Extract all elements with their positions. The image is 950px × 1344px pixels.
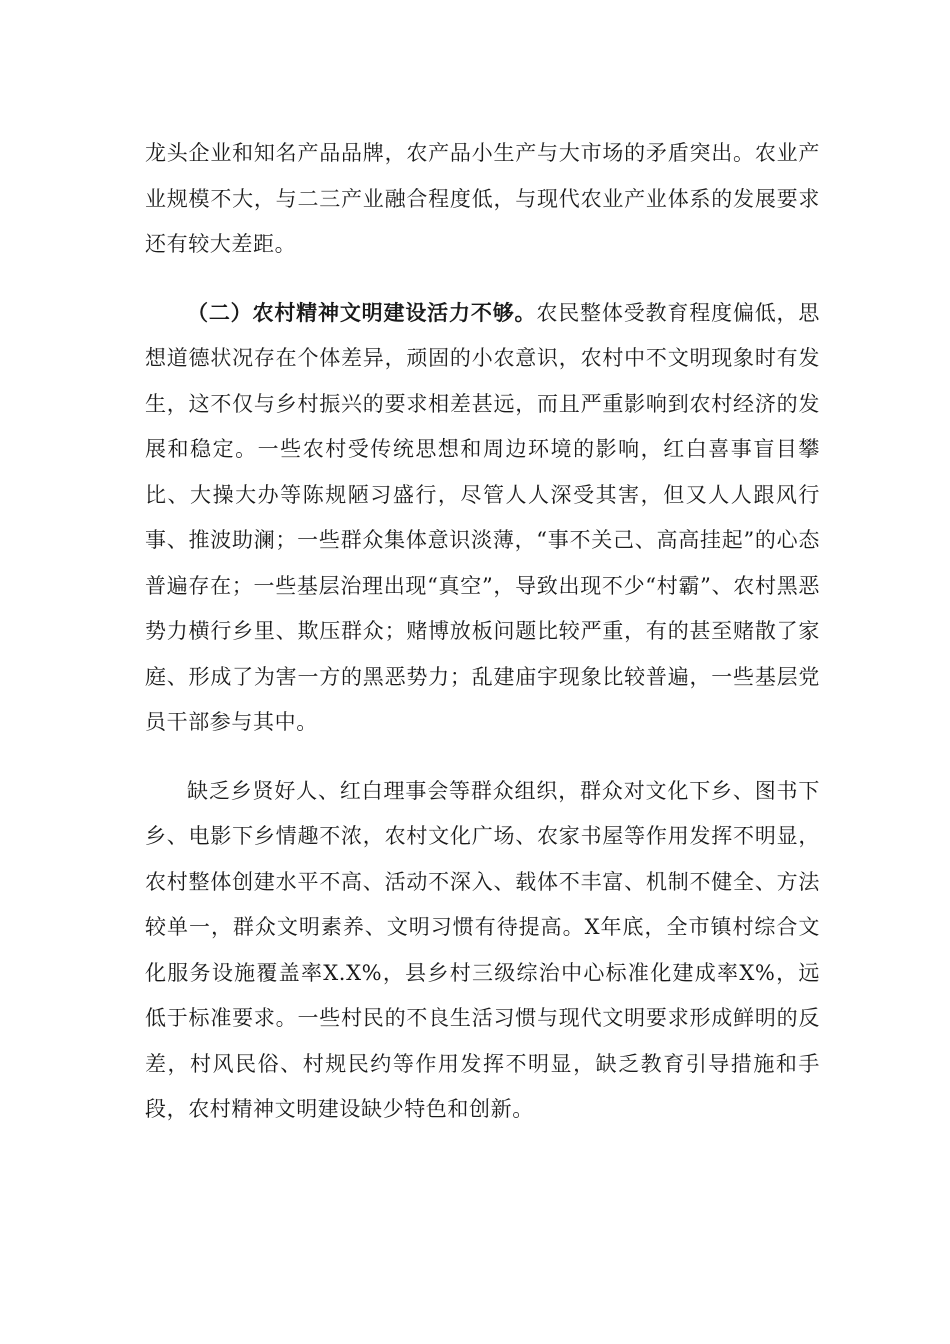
paragraph-section-two xyxy=(145,291,820,746)
section-body-text: 农民整体受教育程度偏低，思想道德状况存在个体差异，顽固的小农意识，农村中不文明现象时有发生，这不仅与乡村振兴的要求相差甚远，而且严重影响到农村经济的发展和稳定。一些农村受传统思想和周边环境的影响，红白喜事盲目攀比、大操大办等陈规陋习盛行，尽管人人深受其害，但又人人跟风行事、推波助澜；一些群众集体意识淡薄，“事不关己、高高挂起”的心态普遍存在；一些基层治理出现“真空”，导致出现不少“村霸”、农村黑恶势力横行乡里、欺压群众；赌博放板问题比较严重，有的甚至赌散了家庭、形成了为害一方的黑恶势力；乱建庙宇现象比较普遍，一些基层党员干部参与其中。 xyxy=(145,300,820,734)
paragraph-culture-facilities: 缺乏乡贤好人、红白理事会等群众组织，群众对文化下乡、图书下乡、电影下乡情趣不浓，农村文化广场、农家书屋等作用发挥不明显，农村整体创建水平不高、活动不深入、载体不丰富、机制不健全、方法较单一，群众文明素养、文明习惯有待提高。X年底，全市镇村综合文化服务设施覆盖率X.X%，县乡村三级综治中心标准化建成率X%，远低于标准要求。一些村民的不良生活习惯与现代文明要求形成鲜明的反差，村风民俗、村规民约等作用发挥不明显，缺乏教育引导措施和手段，农村精神文明建设缺少特色和创新。 xyxy=(145,778,820,1121)
section-heading: （二）农村精神文明建设活力不够。 xyxy=(187,300,537,325)
document-body xyxy=(145,131,820,1156)
paragraph-continuation: 龙头企业和知名产品品牌，农产品小生产与大市场的矛盾突出。农业产业规模不大，与二三产业融合程度低，与现代农业产业体系的发展要求还有较大差距。 xyxy=(145,141,820,256)
